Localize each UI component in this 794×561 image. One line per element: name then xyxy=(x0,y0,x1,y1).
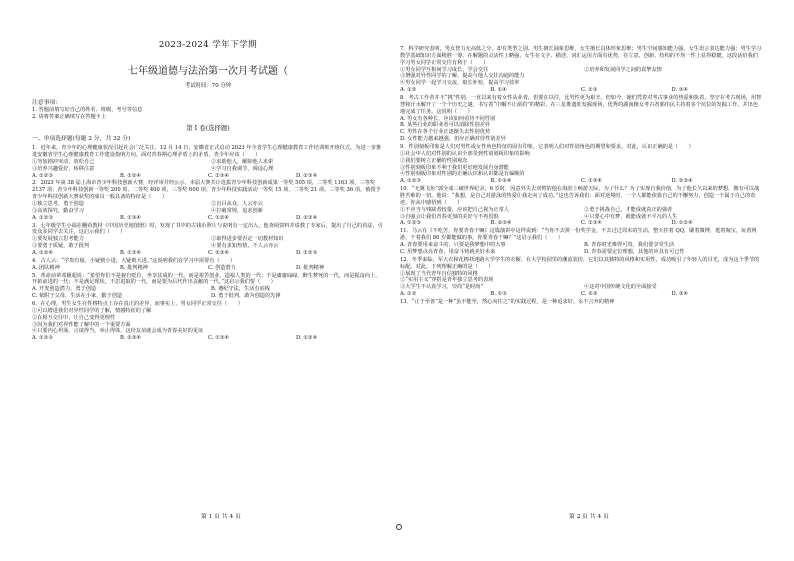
choice: C. ②③ xyxy=(581,291,598,298)
question-3 xyxy=(32,223,384,257)
choice: B. ①②④ xyxy=(120,172,142,179)
choice: D. ②③④ xyxy=(296,172,318,179)
part-heading: 第 I 卷(选择题) xyxy=(186,124,230,133)
choice: B. ①③ xyxy=(490,291,507,298)
statement: ②“实用主义”穿搭是青年独立思考的表现 xyxy=(400,277,494,284)
choice: D. ③④ xyxy=(671,87,689,94)
question-10 xyxy=(400,186,762,227)
question-stem: 1．近年来，青少年的心理健康状况引起社会广泛关注。12 月 14 日，安徽省正式启动 2023 年全省学生心理健康教育工作培训班开班仪式，为进一步推进安徽省学生心理健康教育工作建设指明方向。面对青春期心理矛盾上的矛盾，青少年应该（ ） xyxy=(32,145,382,158)
choice: A. ①②③ xyxy=(400,178,421,185)
choice: C. ①②④ xyxy=(208,214,230,221)
choice: D. ①②③ xyxy=(296,250,318,256)
choice: C. 男性在各个行业正逐渐失去性别优势 xyxy=(400,129,491,136)
question-stem: 12．冬季来临，军大衣和花棉袄迷路大学学生的衣橱，在大学校园里的潮流装扮，它们以其独特的风格和实用性，成功吸引了年轻人的目光，成为这个季节的标配。对此，下列理解正确的是（ ） xyxy=(400,256,760,270)
exam-time: 考试时间：70 分钟 xyxy=(184,82,232,89)
choice: A. ①② xyxy=(400,291,417,298)
question-stem: 10．“无翼飞鱼”郭全成三破世界纪录，6 岁时，因意外失去双臂的他在海滨上畅游天际，为了什么？为了实现自我价值，为了他长久以来的梦想，拥有可以战胜苦难的一切。他说：“我想，是自己对游泳的热爱让我走向了成功。”这也告诉我们：面对逆境时，一个人都能依靠自己的不懈努力，创造一个属于自己的奇迹。你从中感悟到（ ） xyxy=(400,186,760,206)
statement: ①独立思考，勇于创造 xyxy=(32,200,84,207)
choice: D. 青春需要定位理想，其他的应具有可已性 xyxy=(584,248,685,255)
choice: C. ①③④ xyxy=(208,172,230,179)
page-number-right: 第 2 页 共 4 页 xyxy=(569,514,609,520)
choice: B. ①③④ xyxy=(120,250,142,256)
choice: D. 勇于批判，敢为创造的先锋 xyxy=(211,293,281,300)
choice: D. ②③④ xyxy=(296,214,318,221)
question-7 xyxy=(400,46,762,94)
choice: B. ①③④ xyxy=(120,214,142,221)
choice: A. ①②③ xyxy=(32,214,53,221)
choice: B. ②③④ xyxy=(490,220,512,227)
choice: B. ②③④ xyxy=(120,335,142,342)
question-stem: 13．“止于至善”是一种“虽不能至，然心向往之”的实践过程，是一种追求好、永不言弃的精神 xyxy=(400,298,615,305)
statement: ③要勇于质疑，敢于批判 xyxy=(32,243,90,250)
choice: A. 青春要用来奋斗的，只要是我梦想中的大事 xyxy=(400,242,506,249)
exam-term: 2023-2024 学年下学期 xyxy=(158,40,258,50)
statement: ③大学生不认真学习，崇尚“是时尚” xyxy=(400,284,484,291)
statement: ②我们要树立正确的性别观念 xyxy=(400,157,468,164)
statement: ④学习自我调节，调适心理 xyxy=(211,165,274,172)
choice: B. ①②④ xyxy=(490,178,512,185)
question-13 xyxy=(400,299,762,306)
question-5 xyxy=(32,273,384,300)
choice: C. 创造潜力 xyxy=(208,264,236,271)
statement: ②求助他人，解除他人求索 xyxy=(211,158,274,165)
choice: C. ①③④ xyxy=(581,178,603,185)
question-stem: 5．革命前辈邓颖超说：“希望你们不是貌自贬位、坐享其成的一代，而是艰苦创业、造福人类的一代；不是庸庸碌碌、醉生梦死的一代，而是振奋向上、开拓前进的一代；不是满足现状，不思进取的一代，而是要为后代作出贡献的一代。”这启示我们要（ ） xyxy=(32,272,381,286)
choice: A. 团队精神 xyxy=(32,264,60,271)
statement: ②培养和发展同学之间的真挚友情 xyxy=(584,66,662,73)
choice: A. ①②④ xyxy=(32,250,53,256)
statement: ④只要心中有梦，就能成就不平凡的人生 xyxy=(584,213,678,220)
notice-item: 2. 请将答案正确填写在答题卡上 xyxy=(32,114,107,121)
choice: C. ②③ xyxy=(581,87,598,94)
question-1 xyxy=(32,145,384,179)
notice-heading: 注意事项： xyxy=(32,99,61,106)
binding-hole-icon xyxy=(396,524,402,530)
statement: ①展现了当代青年自信独特的风格 xyxy=(400,270,478,277)
statement: ①不应当与残缺者较量，应该把自己视为正常人 xyxy=(400,206,509,213)
statement: ①社会中人们对性别的认识全部受到性别刻板印象的影响 xyxy=(400,150,530,157)
left-page xyxy=(32,30,384,342)
choice: A. ①②③ xyxy=(32,335,53,342)
choice: C. ①③④ xyxy=(581,220,603,227)
choice: A. ①② xyxy=(400,87,417,94)
exam-title: 七年级道德与法治第一次月考试题（ xyxy=(128,66,288,78)
statement: ③增强对异性同学的了解，提高与他人交往沟通的能力 xyxy=(400,73,525,80)
notice-item: 1. 答题前填写好自己的姓名、班级、考号等信息 xyxy=(32,107,143,114)
choice: A. ①②③ xyxy=(400,220,421,227)
choice: C. ①③④ xyxy=(208,335,230,342)
question-stem: 6．在心理，男生女生在性格特点上存在真正的差异，而事实上，男女同学正常交往（ ） xyxy=(32,301,243,308)
page-number-left: 第 1 页 共 4 页 xyxy=(201,514,241,520)
statement: ②勇于挑战自己，才能成就真正的强者 xyxy=(584,206,673,213)
choice: D. 女性能力越来越强，但应正确对待性别差异 xyxy=(400,136,506,143)
statement: ①男女同学互相间学习成长，学会交往 xyxy=(400,66,489,73)
question-stem: 11．马云在《不吃苦，你要青春干嘛》这篇演讲中这样说到：“当你不去拼一份奖学金，不去过过周末的生活，整天挂着 QQ，刷着微博，逛着淘宝，玩着网游，干着我们 80 岁都能做的事，你要青春干嘛？”这启示我们（ ） xyxy=(400,228,757,242)
choice: B. ①④ xyxy=(490,87,507,94)
choice: A. 男女有各种长，应该如何看待不同性别 xyxy=(400,115,496,122)
question-stem: 2．2023 年第 38 届上海市青少年科技创新大赛，经评审并经公示，本届大赛共计选拔青少年科技创新成果一等奖 505 项，二等奖 1163 项，三等奖 2137 项；青少年科技创新一等奖 200 项、二等奖 400 项、三等奖 600 项；青少年科技实践活动一等奖 15 项、二等奖 21 项、三等奖 36 项，被授予青少年科技创新大赛获奖的成员一般具备的特征是（ ） xyxy=(32,180,381,201)
question-8 xyxy=(400,95,762,143)
statement: ③自强会让我们青春更加的美好与不再畏惧 xyxy=(400,213,499,220)
choice: D. ③④ xyxy=(671,291,689,298)
choice: A. 开发创造潜力，勇于创造 xyxy=(32,286,97,293)
statement: ③培养兴趣爱好，转移注意 xyxy=(32,165,95,172)
question-stem: 8．考古工作者并不“挑”性别，一直以来有着女性从业者，但要在以往，比男性更为艰辛。但如今，她们凭着对考古事业的热爱和执着，坚守在考古现场，用智慧和汗水解开了一个个历史之谜，书写着“巾帼不让须眉”的精彩。在三星堆遗址发掘现场，优秀的湖南籍女考古者郭伟民主持着多个坑位的发掘工作，并出色地完成了任务。这说明（ ） xyxy=(400,95,762,115)
statement: ①可以增进我们对异性同学的了解，情感特征的了解 xyxy=(32,307,152,314)
statement: ④要有求知热情，不人云亦云 xyxy=(211,243,279,250)
statement: ②在相互交往中，让自己变得更理性 xyxy=(32,314,116,321)
statement: ④这对中国传统文化的全面接受 xyxy=(584,284,657,291)
question-2 xyxy=(32,180,384,221)
statement: ②取得进步要否定一切教材知识 xyxy=(211,236,284,243)
statement: ④男女同学一起学习交流，取长补短，提高学习效率 xyxy=(400,80,520,87)
choice: B. 批判精神 xyxy=(120,264,148,271)
statement: ④只要内心坦荡，言谈得当，举止得体，这份友谊就会成为青春美好的见证 xyxy=(32,328,204,335)
statement: ③高效探究，勤奋学习 xyxy=(32,207,84,214)
choice: C. 用梦想点亮青春，用奋斗铸就美好未来 xyxy=(400,248,496,255)
choice: C. ②③④ xyxy=(208,250,230,256)
choice: B. 青春时光难得可贵，我们要享受生活 xyxy=(584,242,675,249)
statement: ③性别刻板印象不利于我们更好地发展自身潜能 xyxy=(400,164,509,171)
question-stem: 9．性别刻板印象是人们对男性或女性角色特征的固有印象，它表明人们对性别角色的期望和要求，对此，认识正确的是（ ） xyxy=(400,144,694,151)
question-9 xyxy=(400,144,762,185)
choice: D. ①②④ xyxy=(296,335,318,342)
choice: D. 批判精神 xyxy=(296,264,325,271)
question-12 xyxy=(400,257,762,298)
statement: ②盲目从众，人云亦云 xyxy=(211,200,263,207)
statement: ①要发展独立思考能力 xyxy=(32,236,84,243)
question-11 xyxy=(400,228,762,255)
choice: B. 遵纪守法，生活有底线 xyxy=(211,286,270,293)
question-6 xyxy=(32,301,384,342)
question-stem: 4．古人云：“学贵有疑，小疑则小进，大疑则大进。”这说明我们在学习中需要有（ ） xyxy=(32,257,236,264)
statement: ④打破常规，追求创新 xyxy=(211,207,263,214)
choice: B. 某些行业的职业者可以消除性别差异 xyxy=(400,122,491,129)
question-4 xyxy=(32,258,384,272)
section-heading: 一、单项选择题(每题 2 分，共 32 分) xyxy=(32,136,131,143)
statement: ①勿加剧冲突动，放松自己 xyxy=(32,158,95,165)
question-stem: 7．科学研究表明，男女智力无高低之分，却有类型之别。男生擅长抽象思维，女生擅长具体形象思维；男生空间感知能力强，女生语言表达能力强；男生学习数学基础知识方面稍胜一筹，在解题的灵活性上略强，女生在文字、描述、词汇运用方面有优势，在立意、创新、结构的不均一性上显得稳健。这段话给我们学习男女同学正常交往有利于（ ） xyxy=(400,46,762,66)
statement: ③因为我们对异性能了解中的一个重要方面 xyxy=(32,321,131,328)
choice: A. ①②③ xyxy=(32,172,53,179)
question-stem: 3．七年级学生小福在翻看教材《中国历史地图册》时，发现了书中的古钱币照片与说明有一定出入，他查阅资料并请教了专家后，提出了自己的看法，引发众多同学去关注，这启示我们（ ） xyxy=(32,222,383,236)
choice: D. ①②④ xyxy=(671,220,693,227)
choice: D. ②③④ xyxy=(671,178,693,185)
right-page xyxy=(400,45,762,306)
statement: ④性别刻板印象对性别的正确认识和认识都是有偏颇的 xyxy=(400,171,525,178)
choice: C. 依附于父母，生活在小家，勤于创造 xyxy=(32,293,123,300)
